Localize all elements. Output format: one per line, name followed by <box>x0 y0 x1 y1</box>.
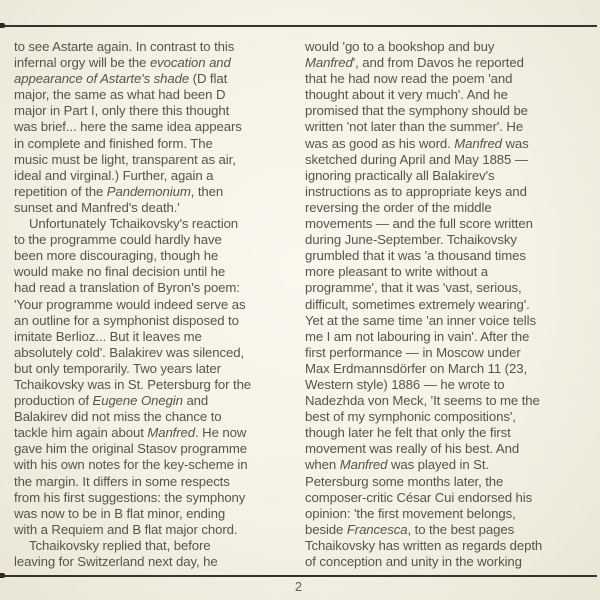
text-line <box>305 441 594 457</box>
text-line <box>305 425 594 441</box>
text-segment: been more discouraging, though he <box>14 248 219 264</box>
text-line <box>305 184 594 200</box>
text-line <box>14 264 303 280</box>
text-segment: absolutely cold'. Balakirev was silenced, <box>14 344 245 360</box>
text-segment: when <box>305 457 340 473</box>
italic-text-segment: Francesca <box>346 521 408 537</box>
text-segment: Balakirev did not miss the chance to <box>14 409 222 425</box>
two-column-text <box>14 39 594 570</box>
text-line <box>14 152 303 168</box>
text-segment: Petersburg some months later, the <box>305 473 504 489</box>
italic-text-segment: Manfred <box>147 425 196 441</box>
text-segment: promised that the symphony should be <box>305 103 528 119</box>
text-segment: best of my symphonic compositions', <box>305 409 516 425</box>
text-segment: an outline for a symphonist disposed to <box>14 312 239 328</box>
text-line <box>305 313 594 329</box>
text-line <box>14 216 303 232</box>
page-number: 2 <box>294 579 303 594</box>
text-line <box>14 474 303 490</box>
text-line <box>305 377 594 393</box>
text-segment: Tchaikovsky was in St. Petersburg for the <box>14 376 252 392</box>
text-line <box>14 136 303 152</box>
text-line <box>14 119 303 135</box>
text-line <box>14 522 303 538</box>
text-segment: with his own notes for the key-scheme in <box>14 457 248 473</box>
text-segment: major in Part I, only there this thought <box>14 103 230 119</box>
text-segment: sunset and Manfred's death.' <box>14 199 180 215</box>
text-line <box>305 538 594 554</box>
text-line <box>305 71 594 87</box>
bottom-rule-left-blob <box>0 573 5 578</box>
text-segment: ', and from Davos he reported <box>352 55 524 71</box>
text-line <box>14 55 303 71</box>
text-segment: ignoring practically all Balakirev's <box>305 167 495 183</box>
text-segment: first performance — in Moscow under <box>305 344 521 360</box>
text-segment: , then <box>190 183 224 199</box>
text-segment: programme', that it was 'vast, serious, <box>305 280 522 296</box>
text-segment: during June-September. Tchaikovsky <box>305 232 517 248</box>
text-line <box>14 248 303 264</box>
text-segment: music must be light, transparent as air, <box>14 151 236 167</box>
text-segment: imitate Berlioz... But it leaves me <box>14 328 202 344</box>
text-segment: production of <box>14 393 93 409</box>
italic-text-segment: Manfred <box>305 55 353 71</box>
top-rule-left-blob <box>0 23 5 28</box>
text-line <box>305 103 594 119</box>
text-line <box>305 361 594 377</box>
text-line <box>305 409 594 425</box>
text-segment: and <box>182 393 209 409</box>
text-line <box>14 393 303 409</box>
text-segment: composer-critic César Cui endorsed his <box>305 489 533 505</box>
text-line <box>14 425 303 441</box>
text-segment: in complete and finished form. The <box>14 135 213 151</box>
text-segment: though later he felt that only the first <box>305 425 511 441</box>
text-segment: had read a translation of Byron's poem: <box>14 280 240 296</box>
text-segment: was brief... here the same idea appears <box>14 119 242 135</box>
text-line <box>305 168 594 184</box>
italic-text-segment: Manfred <box>454 135 502 151</box>
text-segment: beside <box>305 521 347 537</box>
text-segment: would make no final decision until he <box>14 264 226 280</box>
text-line <box>14 361 303 377</box>
italic-text-segment: Pandemonium <box>106 183 191 199</box>
text-line <box>305 39 594 55</box>
text-segment: major, the same as what had been D <box>14 87 226 103</box>
text-segment: Unfortunately Tchaikovsky's reaction <box>29 216 239 232</box>
italic-text-segment: appearance of Astarte's shade <box>14 71 190 87</box>
text-segment: was as good as his word. <box>305 135 455 151</box>
text-line <box>305 474 594 490</box>
text-segment: Western style) 1886 — he wrote to <box>305 376 505 392</box>
text-segment: from his first suggestions: the symphony <box>14 489 246 505</box>
text-line <box>14 168 303 184</box>
text-segment: infernal orgy will be the <box>14 55 150 71</box>
text-segment: gave him the original Stasov programme <box>14 441 247 457</box>
text-line <box>305 87 594 103</box>
text-line <box>305 248 594 264</box>
right-text-column <box>305 39 594 570</box>
text-line <box>14 297 303 313</box>
text-line <box>14 184 303 200</box>
text-line <box>14 280 303 296</box>
text-line <box>14 506 303 522</box>
text-segment: was <box>501 135 529 151</box>
text-line <box>305 329 594 345</box>
text-line <box>14 409 303 425</box>
text-segment: Tchaikovsky replied that, before <box>29 537 211 553</box>
text-line <box>305 216 594 232</box>
left-text-column <box>14 39 303 570</box>
text-segment: that he had now read the poem 'and <box>305 71 513 87</box>
text-segment: written 'not later than the summer'. He <box>305 119 524 135</box>
text-line <box>305 119 594 135</box>
text-segment: (D flat <box>189 71 228 87</box>
text-segment: opinion: 'the first movement belongs, <box>305 505 516 521</box>
text-segment: grumbled that it was 'a thousand times <box>305 248 526 264</box>
text-segment: reversing the order of the middle <box>305 199 492 215</box>
text-line <box>305 152 594 168</box>
text-line <box>305 506 594 522</box>
text-line <box>305 232 594 248</box>
page-footer <box>0 579 597 594</box>
text-segment: would 'go to a bookshop and buy <box>305 39 495 54</box>
text-line <box>305 55 594 71</box>
italic-text-segment: evocation and <box>149 55 231 71</box>
text-line <box>14 87 303 103</box>
text-line <box>305 200 594 216</box>
text-line <box>14 313 303 329</box>
text-segment: leaving for Switzerland next day, he <box>14 554 218 569</box>
text-segment: thought about it very much'. And he <box>305 87 508 103</box>
italic-text-segment: Manfred <box>339 457 388 473</box>
text-segment: was now to be in B flat minor, ending <box>14 505 226 521</box>
text-line <box>14 232 303 248</box>
text-segment: repetition of the <box>14 183 107 199</box>
bottom-rule <box>0 575 597 577</box>
text-line <box>305 136 594 152</box>
text-segment: of conception and unity in the working <box>305 554 522 569</box>
text-line <box>14 71 303 87</box>
text-segment: the margin. It differs in some respects <box>14 473 230 489</box>
text-line <box>14 200 303 216</box>
text-line <box>14 490 303 506</box>
text-line <box>14 554 303 570</box>
text-line <box>305 393 594 409</box>
text-segment: . He now <box>195 425 247 441</box>
italic-text-segment: Eugene Onegin <box>92 393 183 409</box>
text-segment: , to the best pages <box>407 521 515 537</box>
text-segment: movements — and the full score written <box>305 216 533 232</box>
text-line <box>14 345 303 361</box>
text-line <box>305 457 594 473</box>
text-line <box>14 103 303 119</box>
text-segment: but only temporarily. Two years later <box>14 360 221 376</box>
text-segment: to the programme could hardly have <box>14 232 222 248</box>
text-line <box>14 538 303 554</box>
text-line <box>305 345 594 361</box>
text-segment: instructions as to appropriate keys and <box>305 183 527 199</box>
text-segment: Yet at the same time 'an inner voice tells <box>305 312 536 328</box>
text-segment: sketched during April and May 1885 — <box>305 151 528 167</box>
text-line <box>305 522 594 538</box>
top-rule <box>0 25 597 27</box>
text-segment: was played in St. <box>387 457 489 473</box>
text-line <box>14 329 303 345</box>
text-segment: with a Requiem and B flat major chord. <box>14 521 238 537</box>
text-segment: more pleasant to write without a <box>305 264 488 280</box>
text-segment: difficult, sometimes extremely wearing'. <box>305 296 530 312</box>
text-segment: Tchaikovsky has written as regards depth <box>305 537 543 553</box>
text-line <box>14 457 303 473</box>
text-segment: me I am not labouring in vain'. After the <box>305 328 530 344</box>
text-line <box>305 264 594 280</box>
text-segment: Max Erdmannsdörfer on March 11 (23, <box>305 360 528 376</box>
text-line <box>305 297 594 313</box>
text-line <box>305 490 594 506</box>
text-line <box>14 441 303 457</box>
text-line <box>305 554 594 570</box>
text-segment: movement was really of his best. And <box>305 441 520 457</box>
text-line <box>14 377 303 393</box>
text-segment: to see Astarte again. In contrast to this <box>14 39 235 54</box>
text-line <box>305 280 594 296</box>
text-segment: 'Your programme would indeed serve as <box>14 296 246 312</box>
text-segment: ideal and virginal.) Further, again a <box>14 167 214 183</box>
text-segment: tackle him again about <box>14 425 148 441</box>
text-line <box>14 39 303 55</box>
text-segment: Nadezhda von Meck, 'It seems to me the <box>305 393 540 409</box>
